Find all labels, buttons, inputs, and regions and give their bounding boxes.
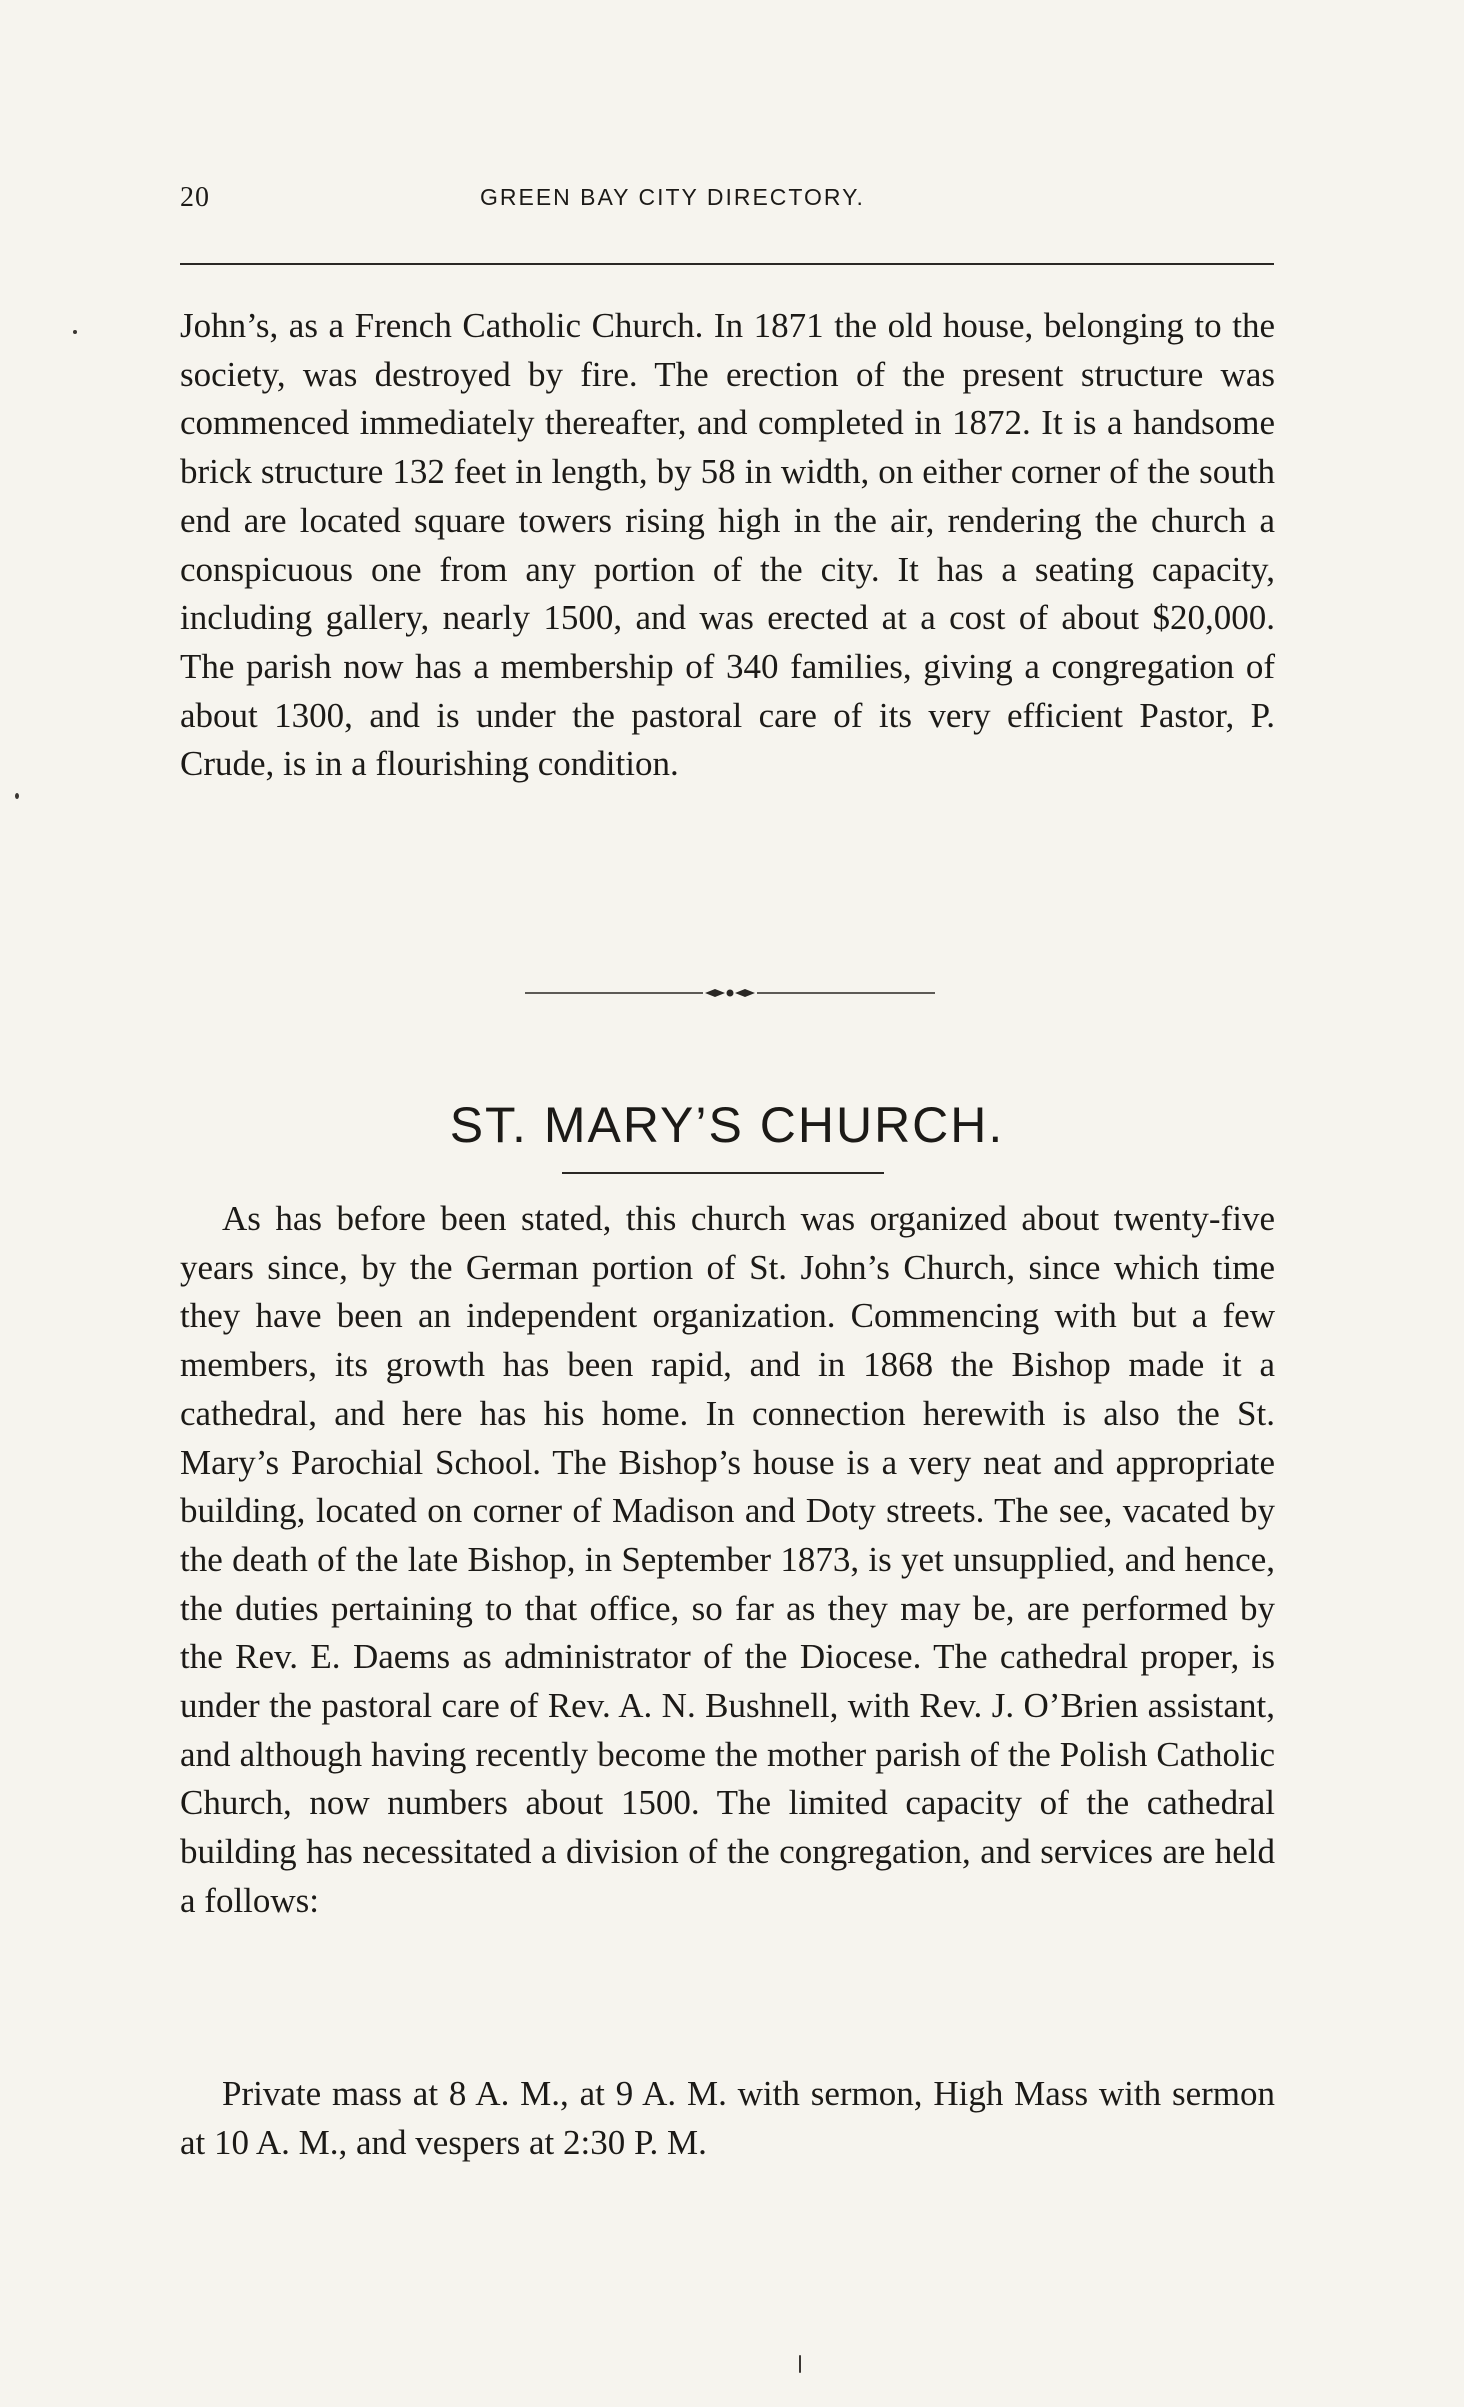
ink-speck bbox=[73, 330, 77, 334]
page-header bbox=[180, 182, 1280, 222]
section-divider-ornament bbox=[525, 986, 935, 1000]
ink-speck bbox=[15, 793, 19, 799]
section-paragraph-1: As has before been stated, this church was organized about twenty-five years since, by the German portion of St. John’s Church, since which time they have been an independent organization. Commencing with but a few members, its growth has been rapid, and in 1868 the Bishop made it a cathedral, and here has his home. In connection herewith is also the St. Mary’s Parochial School. The Bishop’s house is a very neat and appropriate building, located on corner of Madison and Doty streets. The see, vacated by the death of the late Bishop, in September 1873, is yet unsupplied, and hence, the duties pertaining to that office, so far as they may be, are performed by the Rev. E. Daems as administrator of the Diocese. The cathedral proper, is under the pastoral care of Rev. A. N. Bushnell, with Rev. J. O’Brien assistant, and although having recently become the mother parish of the Polish Catholic Church, now numbers about 1500. The limited capacity of the cathedral building has necessitated a division of the congregation, and services are held a follows: bbox=[180, 1199, 1275, 1920]
continuation-paragraph: John’s, as a French Catholic Church. In 1871 the old house, belonging to the society, was destroyed by fire. The erection of the present structure was commenced immediately thereafter, and completed in 1872. It is a handsome brick structure 132 feet in length, by 58 in width, on either corner of the south end are located square towers rising high in the air, rendering the church a conspicuous one from any portion of the city. It has a seating capacity, including gallery, nearly 1500, and was erected at a cost of about $20,000. The parish now has a membership of 340 families, giving a congregation of about 1300, and is under the pastoral care of its very efficient Pastor, P. Crude, is in a flourishing condition. bbox=[180, 306, 1275, 784]
section-paragraph-2: Private mass at 8 A. M., at 9 A. M. with sermon, High Mass with sermon at 10 A. M., and vespers at 2:30 P. M. bbox=[180, 2074, 1275, 2162]
section-title: ST. MARY’S CHURCH. bbox=[449, 1097, 1005, 1153]
page-number: 20 bbox=[180, 182, 210, 213]
ink-speck bbox=[799, 2355, 801, 2373]
header-rule bbox=[180, 263, 1274, 265]
running-head: GREEN BAY CITY DIRECTORY. bbox=[480, 184, 865, 210]
title-underline bbox=[562, 1172, 884, 1174]
